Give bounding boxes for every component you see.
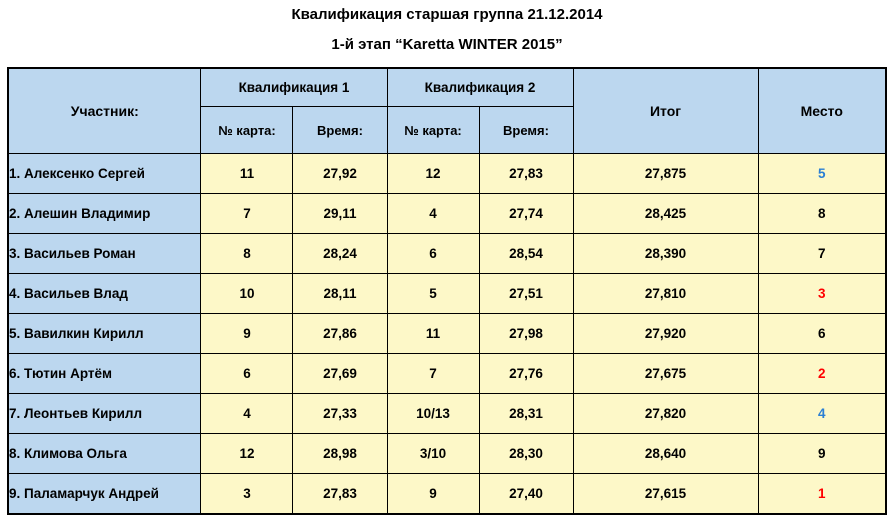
cell-time2: 27,51: [479, 274, 573, 314]
cell-total: 27,920: [573, 314, 758, 354]
cell-total: 28,640: [573, 434, 758, 474]
cell-total: 28,390: [573, 234, 758, 274]
cell-place: 3: [758, 274, 886, 314]
cell-kart1: 10: [201, 274, 293, 314]
cell-place: 1: [758, 474, 886, 515]
title-block: [0, 0, 894, 55]
cell-participant-name: 7. Леонтьев Кирилл: [8, 394, 201, 434]
cell-time1: 28,98: [293, 434, 387, 474]
cell-total: 27,875: [573, 154, 758, 194]
results-table: [7, 67, 887, 515]
cell-kart1: 11: [201, 154, 293, 194]
table-body: [8, 154, 886, 515]
table-row: [8, 314, 886, 354]
cell-time1: 29,11: [293, 194, 387, 234]
cell-participant-name: 4. Васильев Влад: [8, 274, 201, 314]
header-qual2: Квалификация 2: [387, 68, 573, 107]
cell-time2: 28,54: [479, 234, 573, 274]
cell-time1: 27,86: [293, 314, 387, 354]
cell-kart1: 8: [201, 234, 293, 274]
cell-participant-name: 3. Васильев Роман: [8, 234, 201, 274]
cell-participant-name: 1. Алексенко Сергей: [8, 154, 201, 194]
cell-kart2: 4: [387, 194, 479, 234]
page-subtitle: 1-й этап “Karetta WINTER 2015”: [331, 36, 563, 53]
cell-participant-name: 8. Климова Ольга: [8, 434, 201, 474]
table-row: [8, 274, 886, 314]
cell-place: 9: [758, 434, 886, 474]
table-row: [8, 354, 886, 394]
cell-kart2: 5: [387, 274, 479, 314]
cell-time2: 28,31: [479, 394, 573, 434]
cell-kart1: 7: [201, 194, 293, 234]
page-title: Квалификация старшая группа 21.12.2014: [291, 6, 603, 23]
cell-participant-name: 6. Тютин Артём: [8, 354, 201, 394]
table-row: [8, 434, 886, 474]
cell-time1: 27,92: [293, 154, 387, 194]
cell-kart2: 11: [387, 314, 479, 354]
cell-time1: 27,33: [293, 394, 387, 434]
header-total: Итог: [573, 68, 758, 154]
cell-total: 27,810: [573, 274, 758, 314]
header-place: Место: [758, 68, 886, 154]
cell-time2: 27,83: [479, 154, 573, 194]
cell-participant-name: 5. Вавилкин Кирилл: [8, 314, 201, 354]
header-time-1: Время:: [293, 107, 387, 154]
header-qual1: Квалификация 1: [201, 68, 387, 107]
cell-kart1: 3: [201, 474, 293, 515]
header-time-2: Время:: [479, 107, 573, 154]
cell-kart1: 6: [201, 354, 293, 394]
table-row: [8, 194, 886, 234]
cell-kart1: 12: [201, 434, 293, 474]
cell-place: 5: [758, 154, 886, 194]
cell-kart2: 12: [387, 154, 479, 194]
cell-time1: 27,83: [293, 474, 387, 515]
cell-time1: 27,69: [293, 354, 387, 394]
table-header: [8, 68, 886, 154]
table-row: [8, 154, 886, 194]
cell-kart2: 10/13: [387, 394, 479, 434]
cell-participant-name: 2. Алешин Владимир: [8, 194, 201, 234]
cell-kart1: 9: [201, 314, 293, 354]
cell-total: 27,615: [573, 474, 758, 515]
header-kart-no-1: № карта:: [201, 107, 293, 154]
cell-participant-name: 9. Паламарчук Андрей: [8, 474, 201, 515]
cell-kart2: 3/10: [387, 434, 479, 474]
cell-time2: 28,30: [479, 434, 573, 474]
table-row: [8, 234, 886, 274]
header-kart-no-2: № карта:: [387, 107, 479, 154]
cell-total: 28,425: [573, 194, 758, 234]
table-row: [8, 394, 886, 434]
cell-total: 27,675: [573, 354, 758, 394]
cell-place: 6: [758, 314, 886, 354]
cell-time2: 27,76: [479, 354, 573, 394]
header-participant: Участник:: [8, 68, 201, 154]
cell-place: 8: [758, 194, 886, 234]
cell-place: 4: [758, 394, 886, 434]
cell-time2: 27,98: [479, 314, 573, 354]
cell-time2: 27,40: [479, 474, 573, 515]
cell-place: 7: [758, 234, 886, 274]
cell-time2: 27,74: [479, 194, 573, 234]
cell-time1: 28,11: [293, 274, 387, 314]
cell-place: 2: [758, 354, 886, 394]
cell-kart2: 7: [387, 354, 479, 394]
cell-kart2: 6: [387, 234, 479, 274]
cell-total: 27,820: [573, 394, 758, 434]
cell-time1: 28,24: [293, 234, 387, 274]
cell-kart2: 9: [387, 474, 479, 515]
cell-kart1: 4: [201, 394, 293, 434]
